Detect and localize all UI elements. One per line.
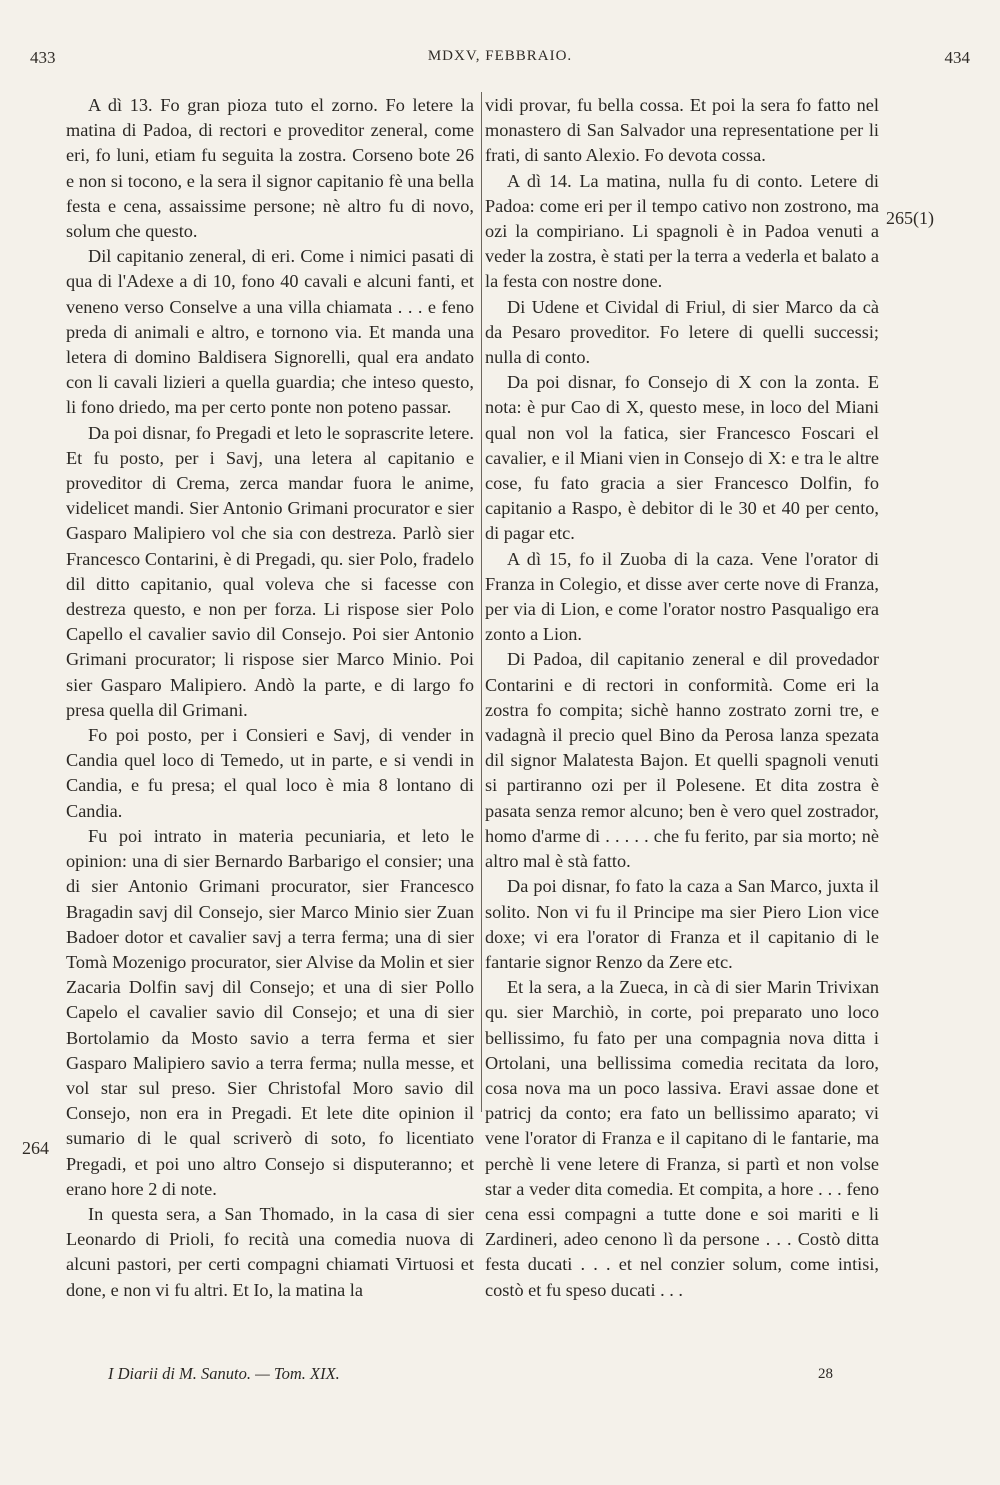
margin-folio-note: 264 (22, 1138, 49, 1158)
paragraph: vidi provar, fu bella cossa. Et poi la sera fo fatto nel monastero di San Salvador una representatione per li frati, di santo Alexio. Fo devota cossa. (485, 95, 879, 166)
paragraph: A dì 13. Fo gran pioza tuto el zorno. Fo letere la matina di Padoa, di rectori e proveditor zeneral, come eri, fo luni, etiam fu seguita la zostra. Corseno bote 26 e non si tocono, e la sera il signor capitanio fè una bella festa e cena, assaissime persone; nè altro fu di novo, solum che questo. (66, 95, 474, 242)
paragraph: Et la sera, a la Zueca, in cà di sier Marin Trivixan qu. sier Marchiò, in corte, poi preparato uno loco bellissimo, fu fato per una compagnia nova ditta i Ortolani, una bellissima comedia recitata da loro, cosa nova ma un poco lassiva. Eravi assae done et patricj da conto; era fato un bellissimo aparato; vi vene l'orator di Franza e il capitano di le fantarie, ma perchè li vene letere di Franza, si partì et non volse star a veder dita comedia. Et compita, a hore . . . feno cena essi compagni a tutte done e soi mariti e li Zardineri, adeo cenono lì da persone . . . Costò ditta festa ducati . . . et nel conzier solum, come intisi, costò et fu speso ducati . . . (485, 977, 879, 1300)
paragraph: Da poi disnar, fo Consejo di X con la zonta. E nota: è pur Cao di X, questo mese, in loco del Miani qual non vol la fatica, sier Francesco Foscari el cavalier, e il Miani vien in Consejo di X: e tra le altre cose, fu fato gracia a sier Francesco Dolfin, fo capitanio a Raspo, è debitor di le 30 et 40 per cento, di pagar etc. (485, 372, 879, 544)
left-column (66, 93, 474, 1303)
paragraph: Da poi disnar, fo fato la caza a San Marco, juxta il solito. Non vi fu il Principe ma sier Piero Lion vice doxe; vi era l'orator di Franza et il capitanio di le fantarie signor Renzo da Zere etc. (485, 876, 879, 972)
running-title: MDXV, FEBBRAIO. (427, 48, 573, 64)
paragraph: Fu poi intrato in materia pecuniaria, et leto le opinion: una di sier Bernardo Barbarigo el consier; una di sier Antonio Grimani procurator, sier Francesco Bragadin savj dil Consejo, sier Marco Minio sier Zuan Badoer dotor et cavalier savj a terra ferma; una di sier Tomà Mozenigo procurator, sier Alvise da Molin et sier Zacaria Dolfin savj dil Consejo; et una di sier Pollo Capelo el cavalier savio dil Consejo; et una di sier Bortolamio da Mosto savio a terra ferma et sier Gasparo Malipiero savio a terra ferma; nulla messe, et vol star sul preso. Sier Christofal Moro savio dil Consejo, non era in Pregadi. Et lete dite opinion il sumario di le qual scriverò di soto, fo licentiato Pregadi, et poi uno altro Consejo si disputeranno; et erano hore 2 di note. (66, 825, 474, 1199)
page-number-left: 433 (30, 48, 56, 67)
paragraph: Dil capitanio zeneral, di eri. Come i nimici pasati di qua di l'Adexe a di 10, fono 40 cavali e alcuni fanti, et veneno verso Conselve a una villa chiamata . . . e feno preda di animali e altro, e tornono via. Et manda una letera di domino Baldisera Signorelli, qual era andato con li cavali lizieri a quella guardia; che inteso questo, li fono driedo, ma per certo ponte non poteno passar. (66, 246, 474, 418)
right-column (485, 93, 879, 1303)
paragraph: A dì 15, fo il Zuoba di la caza. Vene l'orator di Franza in Colegio, et disse aver certe nove di Franza, per via di Lion, e come l'orator nostro Pasqualigo era zonto a Lion. (485, 548, 879, 645)
paragraph: In questa sera, a San Thomado, in la casa di sier Leonardo di Prioli, fo recità una comedia nuova di alcuni pastori, per certi compagni chiamati Virtuosi et done, e non vi fu altri. Et Io, la matina la (66, 1203, 474, 1300)
margin-folio-note: 265(1) (886, 208, 934, 228)
page-number-right: 434 (944, 48, 970, 67)
signature-mark: 28 (818, 1366, 833, 1382)
paragraph: Da poi disnar, fo Pregadi et leto le soprascrite letere. Et fu posto, per i Savj, una letera al capitanio e proveditor di Crema, zerca mandar fuora le anime, videlicet mandi. Sier Antonio Grimani procurator e sier Gasparo Malipiero vol che sia con destreza. Parlò sier Francesco Contarini, è di Pregadi, qu. sier Polo, fradelo dil ditto capitanio, qual voleva che si facesse con destreza questo, e non per forza. Li rispose sier Polo Capello el cavalier savio dil Consejo. Poi sier Antonio Grimani procurator; li rispose sier Marco Minio. Poi sier Gasparo Malipiero. Andò la parte, e di largo fo presa quella dil Grimani. (66, 422, 474, 720)
book-citation: I Diarii di M. Sanuto. — Tom. XIX. (108, 1364, 340, 1383)
column-divider (481, 92, 482, 1112)
paragraph: Di Padoa, dil capitanio zeneral e dil provedador Contarini e di rectori in conformità. Come eri la zostra fo compita; sichè hanno zostrato zorni tre, e vadagnà il precio quel Bino da Perosa lanza spezata dil signor Malatesta Bajon. Et quelli spagnoli venuti si partiranno ozi per il Polesene. Et dita zostra è pasata senza remor alcuno; ben è vero quel zostrador, homo d'arme di . . . . . che fu ferito, par sia morto; nè altro mal è stà fatto. (485, 649, 879, 872)
paragraph: Di Udene et Cividal di Friul, di sier Marco da cà da Pesaro proveditor. Fo letere di quelli successi; nulla di conto. (485, 296, 879, 368)
paragraph: Fo poi posto, per i Consieri e Savj, di vender in Candia quel loco di Temedo, ut in parte, e si vendi in Candia, e fu presa; el qual loco è mia 8 lontano di Candia. (66, 725, 474, 821)
paragraph: A dì 14. La matina, nulla fu di conto. Letere di Padoa: come eri per il tempo cativo non zostrono, ma ozi la compiriano. Li spagnoli è in Padoa venuti a veder la zostra, è stati per la terra a vederla et balato a la festa con nostre done. (485, 170, 879, 292)
